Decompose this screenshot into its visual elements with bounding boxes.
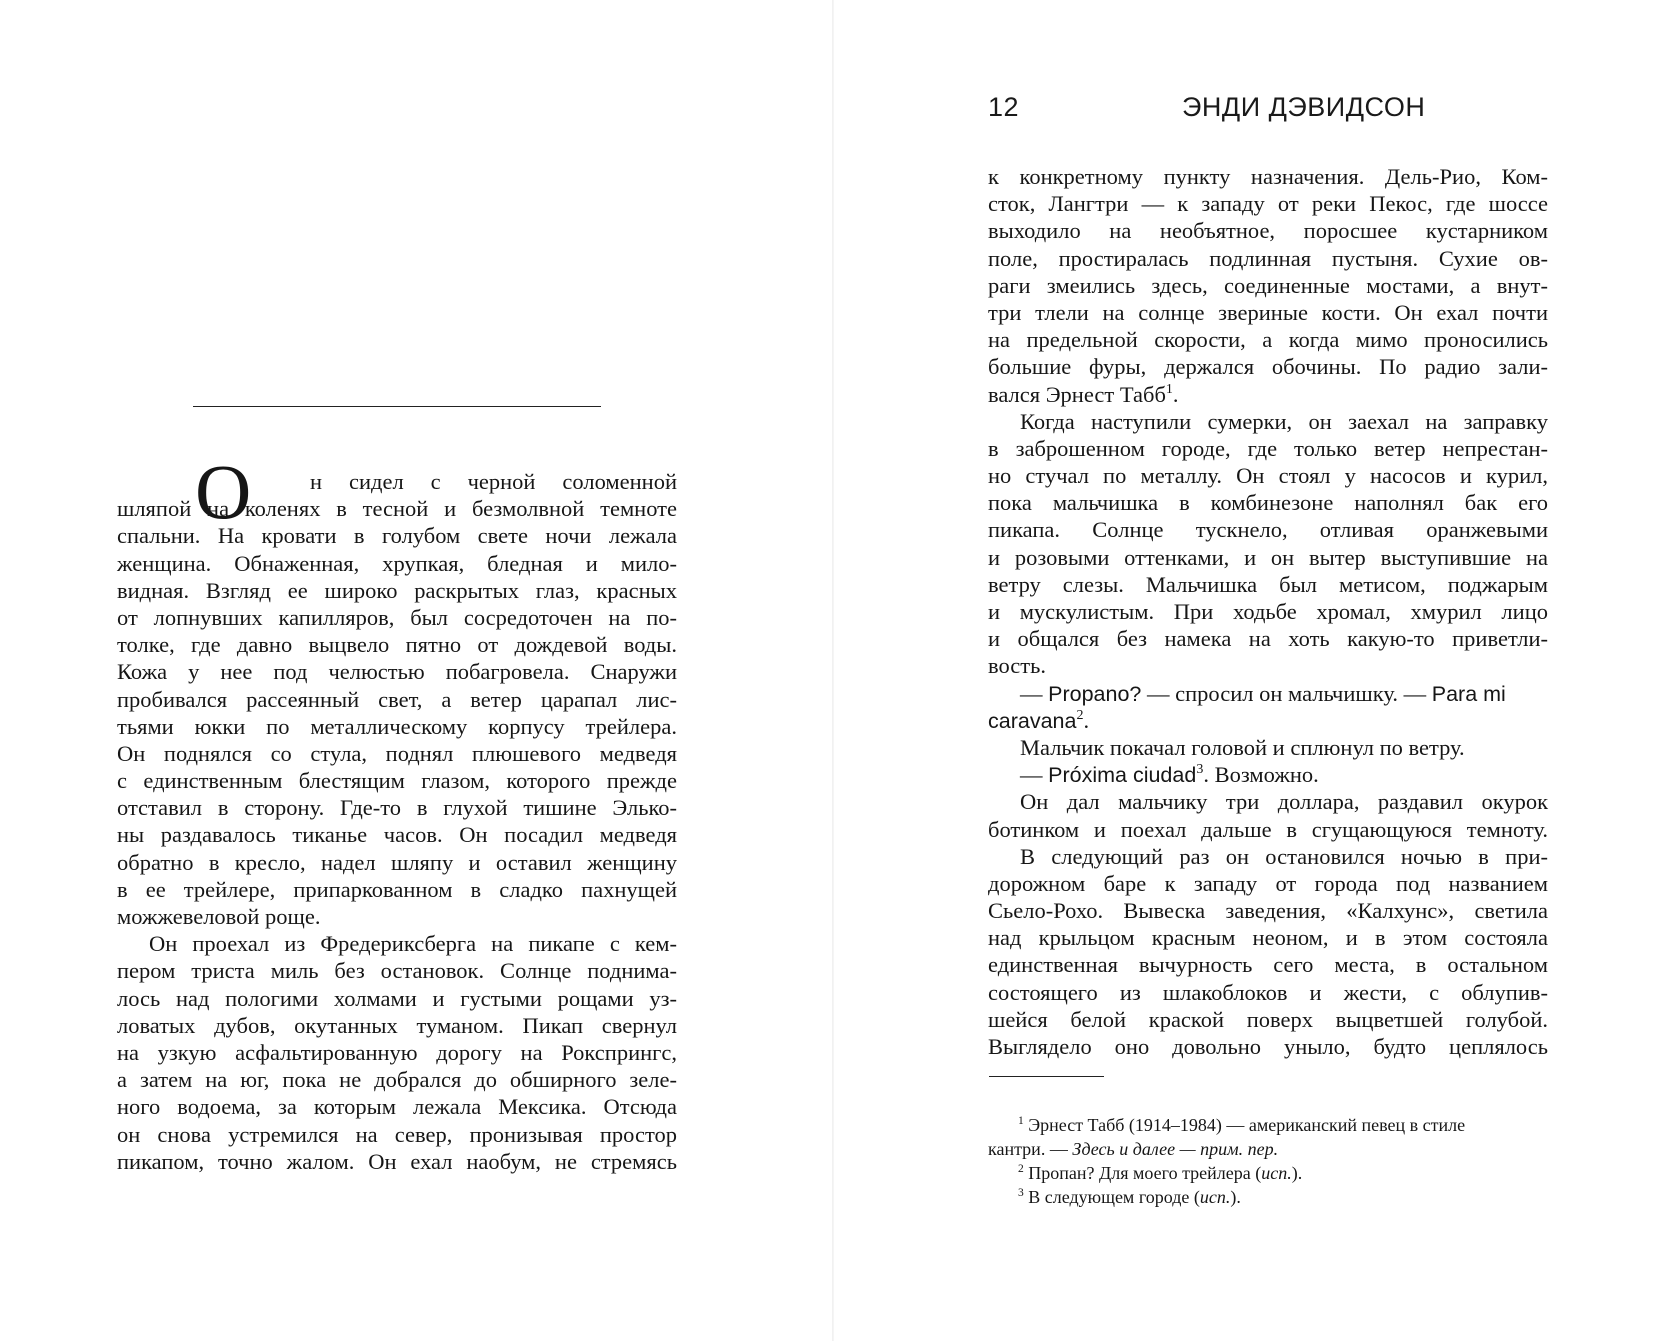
text-line: выходило на необъятное, поросшее кустарником [988, 218, 1548, 244]
footnote-number: 2 [1018, 1163, 1024, 1175]
text-line: но стучал по металлу. Он стоял у насосов и курил, [988, 463, 1548, 489]
footnote-number: 3 [1018, 1187, 1024, 1199]
footnote-1 [988, 1113, 1548, 1137]
text-line: ветру слезы. Мальчишка был метисом, поджарым [988, 571, 1548, 597]
text-line: Он дал мальчику три доллара, раздавил окурок [1020, 789, 1548, 815]
text-line: три тлели на солнце звериные кости. Он ехал почти [988, 299, 1548, 325]
text-line: шейся белой краской поверх выцветшей голубой. [988, 1006, 1548, 1032]
text-line: ного водоема, за которым лежала Мексика. Отсюда [117, 1094, 677, 1120]
text-line: на узкую асфальтированную дорогу на Рокспрингс, [117, 1039, 677, 1065]
text-line: с единственным блестящим глазом, которого прежде [117, 768, 677, 794]
spanish-text: Próxima ciudad [1048, 763, 1197, 788]
right-page [834, 0, 1663, 1341]
text-line: спальни. На кровати в голубом свете ночи лежала [117, 523, 677, 549]
text-line: лось над пологими холмами и густыми рощами уз- [117, 985, 677, 1011]
text-line [988, 381, 1548, 408]
text-line: отставил в сторону. Где-то в глухой тишине Элько- [117, 795, 677, 821]
text-line: пером триста миль без остановок. Солнце поднима- [117, 958, 677, 984]
text-line: а затем на юг, пока не добрался до обширного зеле- [117, 1067, 677, 1093]
text-line: Когда наступили сумерки, он заехал на заправку [1020, 408, 1548, 434]
text-line: видная. Взгляд ее широко раскрытых глаз, красных [117, 577, 677, 603]
text-fragment: — [1020, 680, 1049, 706]
text-line [988, 707, 1548, 734]
text-line: вость. [988, 653, 1046, 679]
text-line: он снова устремился на север, пронизывая простор [117, 1121, 677, 1147]
text-line: шляпой на коленях в тесной и безмолвной темноте [117, 496, 677, 522]
text-line: н сидел с черной соломенной [310, 469, 677, 494]
footnote-text: ). [1230, 1187, 1241, 1207]
drop-cap: О [195, 448, 252, 535]
text-line: в ее трейлере, припаркованном в сладко пахнущей [117, 876, 677, 902]
running-head: ЭНДИ ДЭВИДСОН [1182, 92, 1426, 122]
text-line: женщина. Обнаженная, хрупкая, бледная и мило- [117, 550, 677, 576]
footnote-1-cont [988, 1137, 1548, 1161]
text-line: дорожном баре к западу от города под названием [988, 870, 1548, 896]
text-line: пикапа. Солнце тускнело, отливая оранжевыми [988, 517, 1548, 543]
footnote-italic: Здесь и далее — прим. пер. [1072, 1139, 1279, 1159]
text-fragment: . [1172, 381, 1179, 407]
text-line: ны раздавалось тиканье часов. Он посадил медведя [117, 822, 677, 848]
text-line: Он поднялся со стула, поднял плюшевого медведя [117, 740, 677, 766]
text-line: Выглядело оно довольно уныло, будто цеплялось [988, 1034, 1548, 1059]
text-line [988, 761, 1548, 788]
text-fragment: — спросил он мальчишку. — [1141, 680, 1432, 706]
footnote-text: ). [1291, 1163, 1303, 1183]
footnotes [988, 1113, 1548, 1209]
text-line: поле, простиралась подлинная пустыня. Сухие ов- [988, 245, 1548, 271]
text-fragment: вался Эрнест Табб [988, 381, 1166, 407]
text-line: В следующий раз он остановился ночью в при- [1020, 843, 1548, 869]
footnote-text: Пропан? Для моего трейлера ( [1023, 1163, 1262, 1183]
footnote-ref-1: 1 [1165, 381, 1173, 397]
text-line: толке, где давно выцвело пятно от дождевой воды. [117, 632, 677, 658]
text-line: состоящего из шлакоблоков и жести, с облупив- [988, 979, 1548, 1005]
text-line: единственная вычурность сего места, в остальном [988, 952, 1548, 978]
left-body-text [117, 468, 677, 1175]
footnote-text: Эрнест Табб (1914–1984) — американский певец в стиле [1023, 1115, 1466, 1135]
text-line: Сьело-Рохо. Вывеска заведения, «Калхунс», светила [988, 898, 1548, 924]
footnote-number: 1 [1018, 1115, 1024, 1127]
text-line: ловатых дубов, окутанных туманом. Пикап свернул [117, 1012, 677, 1038]
text-fragment: — [1020, 762, 1049, 788]
footnote-ref-2: 2 [1076, 707, 1084, 723]
text-line: над крыльцом красным неоном, и в этом состояла [988, 925, 1548, 951]
text-line: ботинком и поехал дальше в сгущающуюся темноту. [988, 816, 1548, 842]
spanish-text: Para mi [1431, 681, 1506, 706]
text-line: Кожа у нее под челюстью побагровела. Снаружи [117, 659, 677, 685]
footnote-3 [988, 1185, 1548, 1209]
text-line: обратно в кресло, надел шляпу и оставил женщину [117, 849, 677, 875]
text-fragment: . Возможно. [1203, 762, 1319, 788]
footnote-italic: исп. [1261, 1163, 1292, 1183]
chapter-rule [193, 406, 601, 407]
text-fragment: . [1083, 707, 1090, 733]
text-line: и розовыми оттенками, и он вытер выступившие на [988, 544, 1548, 570]
text-line: от лопнувших капилляров, был сосредоточен на по- [117, 604, 677, 630]
text-line: на предельной скорости, а когда мимо проносились [988, 327, 1548, 353]
text-line: пока мальчишка в комбинезоне наполнял бак его [988, 490, 1548, 516]
footnote-rule [989, 1076, 1104, 1077]
footnote-text: кантри. — [988, 1139, 1073, 1159]
spanish-text: caravana [988, 708, 1077, 733]
text-line: сток, Лангтри — к западу от реки Пекос, где шоссе [988, 191, 1548, 217]
footnote-2 [988, 1161, 1548, 1185]
text-line [988, 680, 1548, 707]
text-line: и мускулистым. При ходьбе хромал, хмурил лицо [988, 599, 1548, 624]
text-line: большие фуры, держался обочины. По радио зали- [988, 354, 1548, 380]
text-line: Мальчик покачал головой и сплюнул по ветру. [1020, 734, 1465, 760]
text-line: к конкретному пункту назначения. Дель-Рио, Ком- [988, 164, 1548, 189]
footnote-italic: исп. [1199, 1187, 1231, 1207]
text-line: в заброшенном городе, где только ветер непрестан- [988, 435, 1548, 461]
right-body-text [988, 163, 1548, 1060]
text-line: раги змеились здесь, соединенные мостами, а внут- [988, 272, 1548, 298]
footnote-ref-3: 3 [1196, 762, 1204, 778]
text-line: тьями юкки по металлическому корпусу трейлера. [117, 713, 677, 739]
spanish-text: Propano? [1048, 681, 1142, 706]
text-line: пробивался рассеянный свет, а ветер царапал лис- [117, 686, 677, 712]
text-line: пикапом, точно жалом. Он ехал наобум, не стремясь [117, 1148, 677, 1174]
text-line: можжевеловой роще. [117, 904, 321, 929]
page-number: 12 [988, 92, 1020, 122]
footnote-text: В следующем городе ( [1023, 1187, 1200, 1207]
text-line: и общался без намека на хоть какую-то приветли- [988, 626, 1548, 652]
text-line: Он проехал из Фредериксберга на пикапе с кем- [149, 931, 677, 957]
